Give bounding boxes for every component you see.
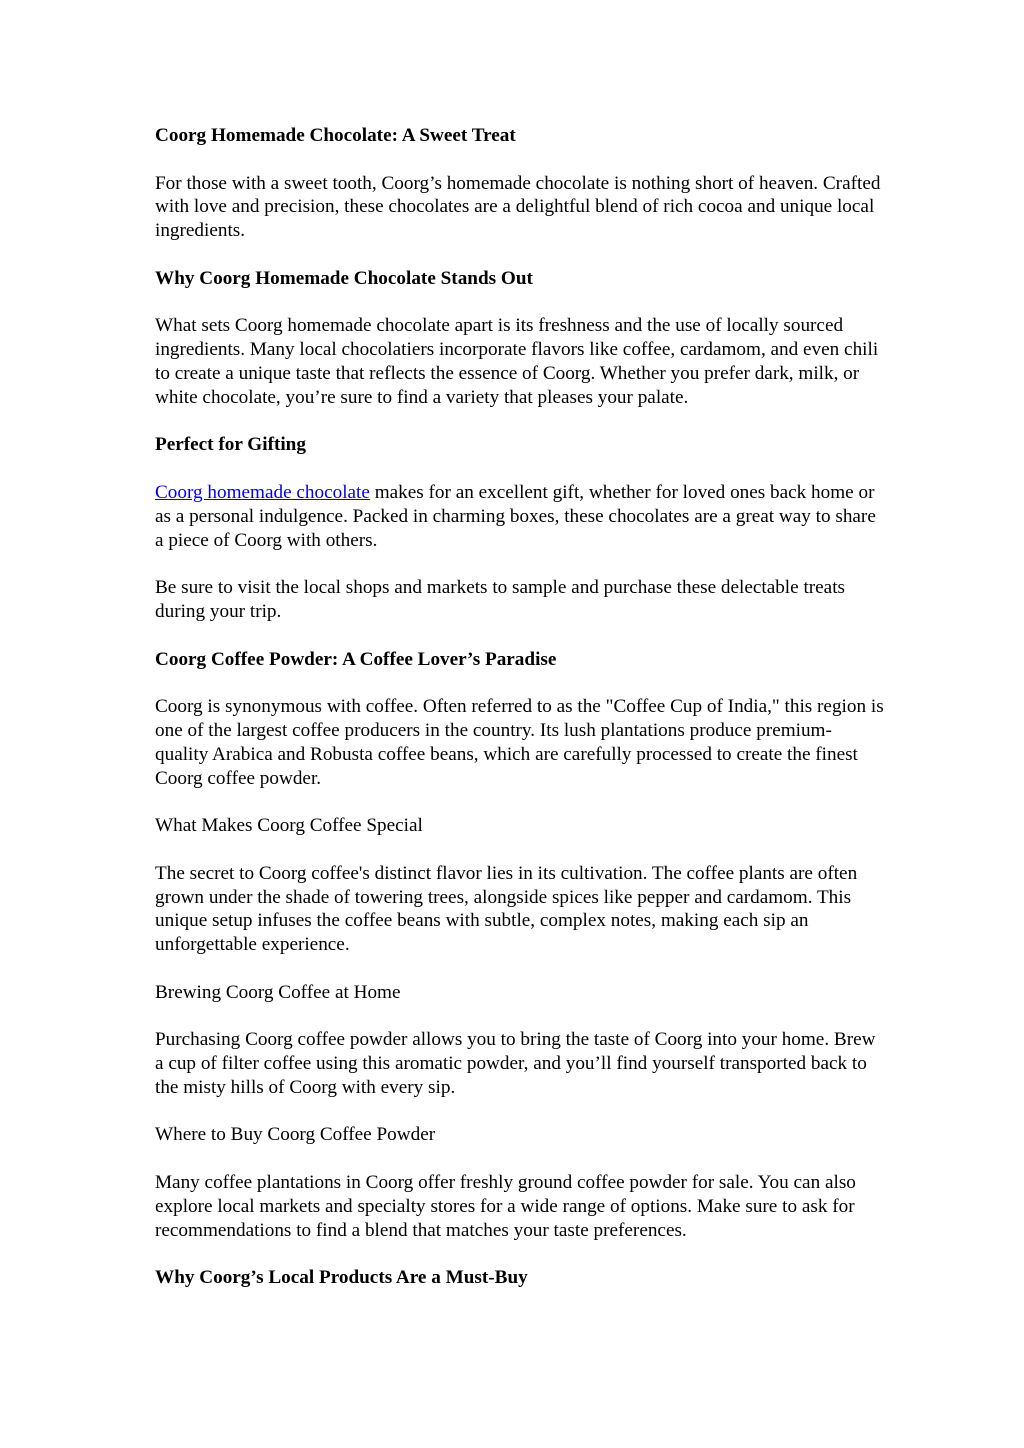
- paragraph-brewing: Purchasing Coorg coffee powder allows you to bring the taste of Coorg into your home. Brew a cup of filter coffee using this aromatic powder, and you’ll find yourself transported back to the misty hills of Coorg with every sip.: [155, 1029, 876, 1098]
- coorg-homemade-chocolate-link[interactable]: Coorg homemade chocolate: [155, 481, 370, 503]
- paragraph-cultivation: The secret to Coorg coffee's distinct flavor lies in its cultivation. The coffee plants are often grown under the shade of towering trees, alongside spices like pepper and cardamom. This unique setup infuses the coffee beans with subtle, complex notes, making each sip an unforgettable experience.: [155, 862, 858, 956]
- paragraph-where-to-buy: Many coffee plantations in Coorg offer freshly ground coffee powder for sale. You can also explore local markets and specialty stores for a wide range of options. Make sure to ask for recommendations to find a blend that matches your taste preferences.: [155, 1172, 856, 1241]
- heading-local-products: Why Coorg’s Local Products Are a Must-Buy: [155, 1267, 528, 1289]
- paragraph-freshness: What sets Coorg homemade chocolate apart is its freshness and the use of locally sourced ingredients. Many local chocolatiers incorporate flavors like coffee, cardamom, and even chili to create a unique taste that reflects the essence of Coorg. Whether you prefer dark, milk, or white chocolate, you’re sure to find a variety that pleases your palate.: [155, 315, 879, 408]
- paragraph-gifting-text: makes for an excellent gift, whether for loved ones back home or as a personal indulgence. Packed in charming boxes, these chocolates are a great way to share a piece of Coorg with others.: [155, 481, 876, 551]
- paragraph-gifting: [155, 481, 885, 552]
- subheading-where-to-buy: Where to Buy Coorg Coffee Powder: [155, 1124, 436, 1146]
- paragraph-coffee-cup: Coorg is synonymous with coffee. Often referred to as the "Coffee Cup of India," this region is one of the largest coffee producers in the country. Its lush plantations produce premium-quality Arabica and Robusta coffee beans, which are carefully processed to create the finest Coorg coffee powder.: [155, 696, 884, 789]
- document-page: [155, 124, 885, 1314]
- paragraph-sweet-tooth: For those with a sweet tooth, Coorg’s homemade chocolate is nothing short of heaven. Crafted with love and precision, these chocolates are a delightful blend of rich cocoa and unique local ingredients.: [155, 172, 881, 242]
- subheading-coffee-special: What Makes Coorg Coffee Special: [155, 815, 423, 837]
- subheading-brewing: Brewing Coorg Coffee at Home: [155, 981, 401, 1003]
- heading-chocolate-sweet-treat: Coorg Homemade Chocolate: A Sweet Treat: [155, 125, 516, 146]
- heading-coffee-powder: Coorg Coffee Powder: A Coffee Lover’s Paradise: [155, 648, 557, 670]
- paragraph-visit-shops: Be sure to visit the local shops and markets to sample and purchase these delectable treats during your trip.: [155, 577, 846, 622]
- heading-chocolate-stands-out: Why Coorg Homemade Chocolate Stands Out: [155, 267, 533, 289]
- heading-perfect-for-gifting: Perfect for Gifting: [155, 434, 306, 456]
